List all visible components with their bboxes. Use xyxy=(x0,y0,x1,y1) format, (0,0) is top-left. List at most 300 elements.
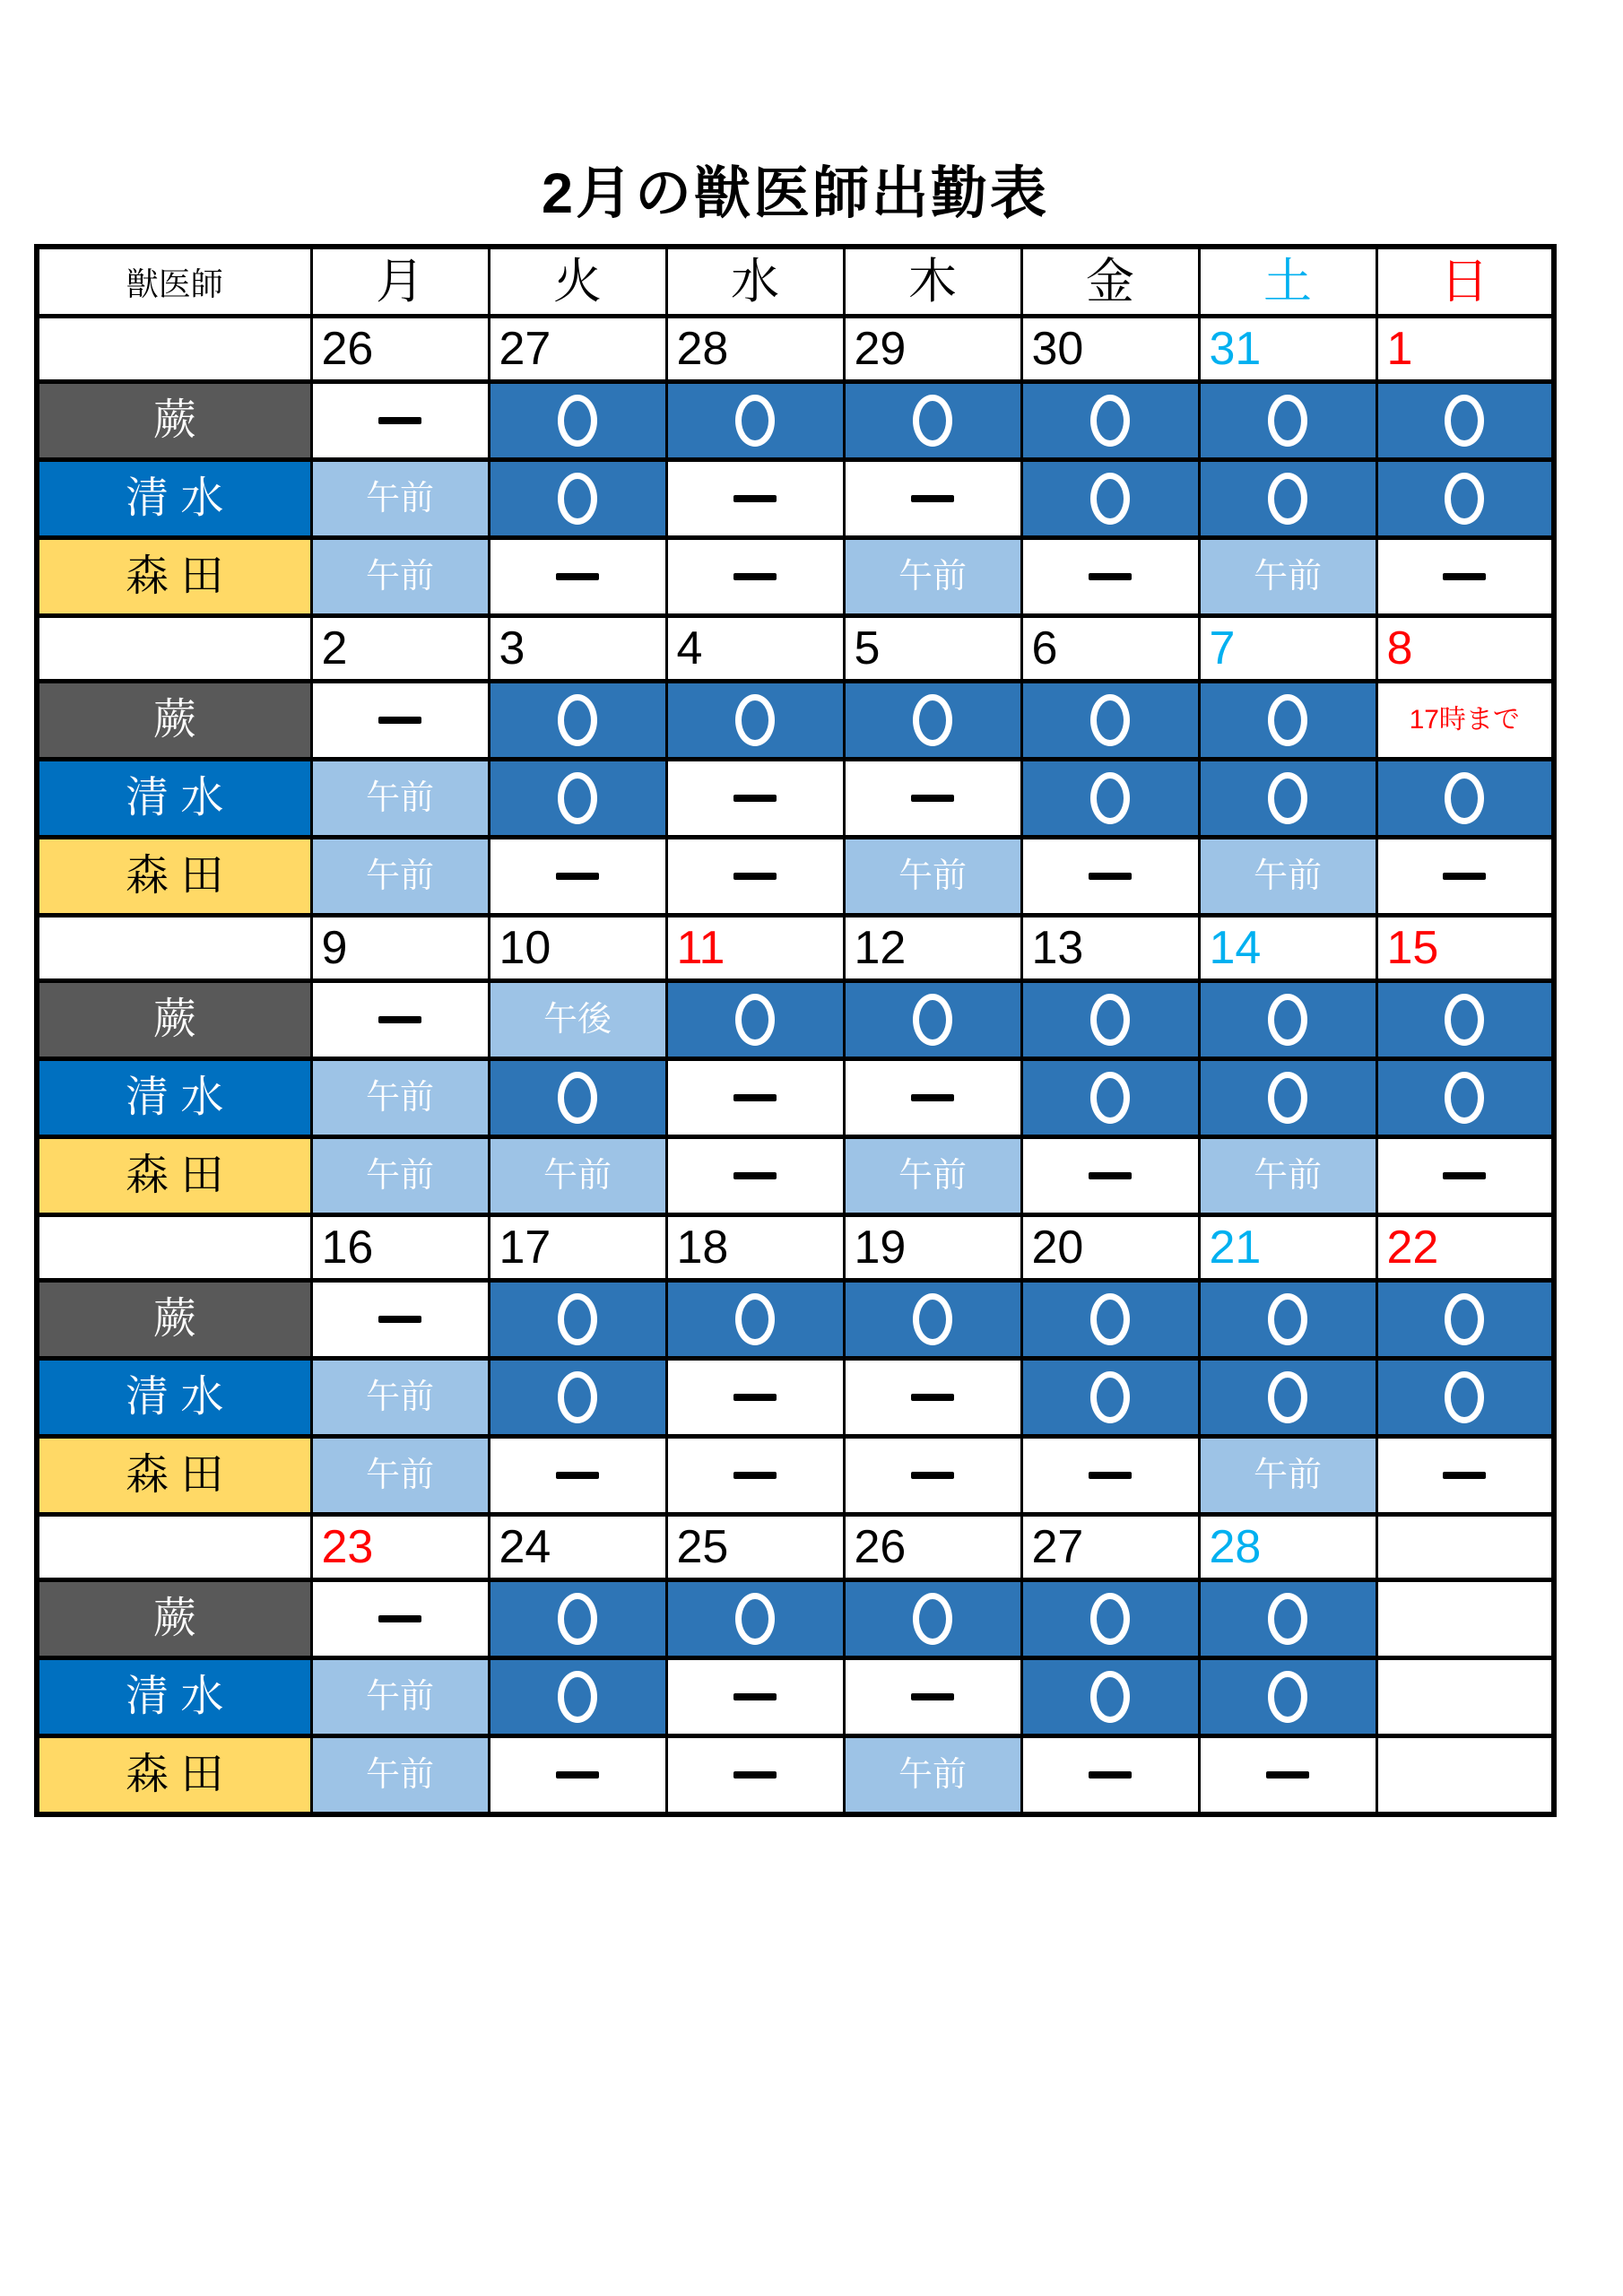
attendance-cell xyxy=(666,1736,844,1815)
day-header-label: 火 xyxy=(553,255,602,309)
attendance-cell xyxy=(489,760,666,838)
date-label: 9 xyxy=(321,922,348,974)
attendance-cell xyxy=(1376,1359,1554,1437)
attendance-cell xyxy=(311,682,489,760)
date-label: 26 xyxy=(321,323,374,375)
attendance-cell xyxy=(1376,1658,1554,1736)
attendance-cell xyxy=(666,1658,844,1736)
vet-row-warabi xyxy=(37,682,1554,760)
halfday-label: 午前 xyxy=(1253,558,1322,596)
halfday-label: 午前 xyxy=(898,1756,967,1794)
attendance-cell xyxy=(1021,1059,1199,1137)
attendance-cell xyxy=(1376,538,1554,616)
halfday-label: 午前 xyxy=(365,1756,434,1794)
attendance-dash-icon xyxy=(911,1094,954,1101)
attendance-cell xyxy=(311,1736,489,1815)
attendance-cell xyxy=(489,1736,666,1815)
attendance-cell xyxy=(311,838,489,916)
attendance-cell xyxy=(311,382,489,460)
date-cell xyxy=(844,1515,1021,1580)
attendance-circle-icon xyxy=(735,395,775,447)
date-label: 27 xyxy=(1031,1521,1084,1573)
attendance-dash-icon xyxy=(1089,573,1132,580)
attendance-cell xyxy=(1199,838,1376,916)
attendance-circle-icon xyxy=(1268,994,1307,1046)
vet-name-cell xyxy=(37,1281,311,1359)
halfday-label: 午前 xyxy=(365,1157,434,1195)
attendance-cell xyxy=(844,460,1021,538)
vet-row-warabi xyxy=(37,1580,1554,1658)
halfday-label: 午前 xyxy=(365,480,434,517)
vet-name-cell xyxy=(37,538,311,616)
attendance-cell xyxy=(1199,460,1376,538)
halfday-label: 午前 xyxy=(365,1457,434,1494)
halfday-label: 午前 xyxy=(898,558,967,596)
attendance-cell xyxy=(311,760,489,838)
corner-header-cell xyxy=(37,247,311,317)
attendance-dash-icon xyxy=(556,573,599,580)
vet-name-label: 蕨 xyxy=(152,1595,196,1642)
attendance-cell xyxy=(1199,1281,1376,1359)
halfday-label: 午前 xyxy=(365,558,434,596)
attendance-cell xyxy=(1199,682,1376,760)
attendance-circle-icon xyxy=(1090,1293,1130,1345)
attendance-cell xyxy=(1199,1359,1376,1437)
attendance-cell xyxy=(489,1359,666,1437)
attendance-cell xyxy=(1199,760,1376,838)
vet-name-cell xyxy=(37,1137,311,1215)
date-label: 29 xyxy=(854,323,907,375)
day-header-label: 木 xyxy=(908,255,957,309)
attendance-dash-icon xyxy=(733,1094,777,1101)
attendance-circle-icon xyxy=(1445,395,1484,447)
attendance-dash-icon xyxy=(378,1316,421,1323)
attendance-cell xyxy=(489,382,666,460)
date-row xyxy=(37,916,1554,981)
attendance-cell xyxy=(489,1580,666,1658)
attendance-circle-icon xyxy=(1268,1671,1307,1723)
attendance-dash-icon xyxy=(733,1771,777,1779)
halfday-label: 午前 xyxy=(365,779,434,817)
date-cell xyxy=(1376,1215,1554,1281)
attendance-cell xyxy=(1199,1437,1376,1515)
attendance-cell xyxy=(311,1137,489,1215)
attendance-circle-icon xyxy=(1268,473,1307,525)
attendance-cell xyxy=(1021,760,1199,838)
date-label: 13 xyxy=(1031,922,1084,974)
date-label: 19 xyxy=(854,1222,907,1274)
vet-row-shimizu xyxy=(37,1359,1554,1437)
date-cell xyxy=(311,317,489,382)
day-header-cell xyxy=(489,247,666,317)
date-cell xyxy=(844,317,1021,382)
attendance-circle-icon xyxy=(558,772,597,824)
attendance-circle-icon xyxy=(913,395,952,447)
attendance-cell xyxy=(1199,382,1376,460)
corner-header-label: 獣医師 xyxy=(126,265,223,302)
attendance-cell xyxy=(1199,1059,1376,1137)
attendance-cell xyxy=(489,538,666,616)
attendance-dash-icon xyxy=(733,495,777,502)
attendance-cell xyxy=(844,760,1021,838)
date-label: 31 xyxy=(1209,323,1262,375)
date-cell xyxy=(1021,1215,1199,1281)
attendance-dash-icon xyxy=(1089,1172,1132,1179)
date-label: 27 xyxy=(499,323,551,375)
date-cell xyxy=(311,616,489,682)
day-header-label: 月 xyxy=(376,255,424,309)
date-row xyxy=(37,1515,1554,1580)
date-cell xyxy=(1021,616,1199,682)
attendance-cell xyxy=(311,460,489,538)
attendance-circle-icon xyxy=(1268,1371,1307,1423)
attendance-dash-icon xyxy=(378,417,421,424)
attendance-cell xyxy=(666,838,844,916)
attendance-cell xyxy=(1376,682,1554,760)
attendance-circle-icon xyxy=(1445,1371,1484,1423)
attendance-circle-icon xyxy=(558,1593,597,1645)
attendance-cell xyxy=(1376,1437,1554,1515)
day-header-cell xyxy=(1376,247,1554,317)
vet-name-cell xyxy=(37,1658,311,1736)
attendance-cell xyxy=(1021,1437,1199,1515)
attendance-circle-icon xyxy=(558,395,597,447)
attendance-dash-icon xyxy=(1266,1771,1309,1779)
attendance-dash-icon xyxy=(556,873,599,880)
spacer-cell xyxy=(37,916,311,981)
attendance-cell xyxy=(1199,1736,1376,1815)
date-cell xyxy=(1021,916,1199,981)
attendance-circle-icon xyxy=(558,1671,597,1723)
attendance-cell xyxy=(489,838,666,916)
attendance-cell xyxy=(844,1137,1021,1215)
attendance-dash-icon xyxy=(1089,1771,1132,1779)
attendance-dash-icon xyxy=(911,795,954,802)
attendance-cell xyxy=(1199,1658,1376,1736)
attendance-dash-icon xyxy=(1443,1472,1486,1479)
attendance-cell xyxy=(844,538,1021,616)
attendance-circle-icon xyxy=(1090,473,1130,525)
vet-name-label: 清 水 xyxy=(126,1074,224,1121)
attendance-cell xyxy=(489,460,666,538)
vet-row-warabi xyxy=(37,1281,1554,1359)
attendance-circle-icon xyxy=(1268,772,1307,824)
vet-row-morita xyxy=(37,1736,1554,1815)
vet-name-label: 蕨 xyxy=(152,696,196,744)
date-cell xyxy=(844,616,1021,682)
day-header-cell xyxy=(1021,247,1199,317)
attendance-cell xyxy=(844,1281,1021,1359)
vet-name-label: 清 水 xyxy=(126,474,224,522)
date-cell xyxy=(844,1215,1021,1281)
date-label: 23 xyxy=(321,1521,374,1573)
attendance-dash-icon xyxy=(1089,873,1132,880)
vet-row-shimizu xyxy=(37,760,1554,838)
halfday-label: 午前 xyxy=(1253,1457,1322,1494)
attendance-circle-icon xyxy=(1445,473,1484,525)
attendance-cell xyxy=(1376,382,1554,460)
halfday-label: 午前 xyxy=(898,1157,967,1195)
date-cell xyxy=(489,616,666,682)
date-label: 5 xyxy=(854,622,881,674)
date-label: 10 xyxy=(499,922,551,974)
spacer-cell xyxy=(37,616,311,682)
attendance-cell xyxy=(666,1437,844,1515)
schedule-body xyxy=(37,247,1554,1814)
date-label: 7 xyxy=(1209,622,1236,674)
attendance-circle-icon xyxy=(735,1593,775,1645)
date-label: 3 xyxy=(499,622,525,674)
attendance-cell xyxy=(666,1059,844,1137)
attendance-cell xyxy=(666,1281,844,1359)
attendance-cell xyxy=(844,1359,1021,1437)
attendance-circle-icon xyxy=(913,1293,952,1345)
date-label: 14 xyxy=(1209,922,1262,974)
attendance-circle-icon xyxy=(1090,772,1130,824)
attendance-cell xyxy=(666,760,844,838)
attendance-dash-icon xyxy=(733,573,777,580)
date-cell xyxy=(489,916,666,981)
attendance-cell xyxy=(1376,460,1554,538)
date-cell xyxy=(311,1215,489,1281)
vet-name-label: 清 水 xyxy=(126,1673,224,1720)
vet-name-label: 森 田 xyxy=(126,1751,224,1798)
attendance-circle-icon xyxy=(558,694,597,746)
attendance-cell xyxy=(666,1137,844,1215)
vet-row-morita xyxy=(37,1137,1554,1215)
date-cell xyxy=(1199,1515,1376,1580)
attendance-cell xyxy=(1021,682,1199,760)
attendance-cell xyxy=(1376,838,1554,916)
attendance-cell xyxy=(844,981,1021,1059)
attendance-cell xyxy=(311,1437,489,1515)
attendance-cell xyxy=(489,1437,666,1515)
attendance-dash-icon xyxy=(378,1615,421,1622)
attendance-dash-icon xyxy=(733,795,777,802)
vet-name-cell xyxy=(37,981,311,1059)
attendance-circle-icon xyxy=(1090,1072,1130,1124)
attendance-cell xyxy=(1199,538,1376,616)
date-cell xyxy=(489,317,666,382)
date-cell xyxy=(311,1515,489,1580)
attendance-dash-icon xyxy=(733,1394,777,1401)
halfday-label: 午前 xyxy=(365,1079,434,1117)
attendance-cell xyxy=(844,1658,1021,1736)
date-label: 16 xyxy=(321,1222,374,1274)
attendance-circle-icon xyxy=(913,694,952,746)
date-cell xyxy=(1376,1515,1554,1580)
date-cell xyxy=(666,1515,844,1580)
note-label: 17時まで xyxy=(1409,705,1520,735)
attendance-cell xyxy=(311,981,489,1059)
date-label: 26 xyxy=(854,1521,907,1573)
date-label: 12 xyxy=(854,922,907,974)
date-label: 15 xyxy=(1386,922,1439,974)
attendance-cell xyxy=(311,538,489,616)
vet-name-cell xyxy=(37,1059,311,1137)
attendance-circle-icon xyxy=(1090,1671,1130,1723)
attendance-cell xyxy=(844,1580,1021,1658)
attendance-circle-icon xyxy=(1090,694,1130,746)
day-header-label: 土 xyxy=(1263,255,1312,309)
attendance-dash-icon xyxy=(733,1472,777,1479)
attendance-cell xyxy=(1376,1137,1554,1215)
vet-name-cell xyxy=(37,1736,311,1815)
day-header-label: 日 xyxy=(1440,255,1489,309)
attendance-cell xyxy=(1021,460,1199,538)
halfday-label: 午前 xyxy=(365,857,434,895)
date-label: 8 xyxy=(1386,622,1413,674)
page-title: 2月の獣医師出勤表 xyxy=(541,162,1050,225)
vet-name-label: 蕨 xyxy=(152,396,196,444)
date-row xyxy=(37,1215,1554,1281)
attendance-dash-icon xyxy=(556,1771,599,1779)
attendance-circle-icon xyxy=(1268,1072,1307,1124)
attendance-cell xyxy=(1021,538,1199,616)
attendance-cell xyxy=(666,981,844,1059)
day-header-cell xyxy=(666,247,844,317)
date-label: 20 xyxy=(1031,1222,1084,1274)
attendance-cell xyxy=(1021,1359,1199,1437)
date-cell xyxy=(1199,916,1376,981)
attendance-cell xyxy=(844,838,1021,916)
spacer-cell xyxy=(37,1515,311,1580)
schedule-table xyxy=(34,244,1557,1817)
attendance-circle-icon xyxy=(1090,1371,1130,1423)
date-cell xyxy=(844,916,1021,981)
date-cell xyxy=(666,317,844,382)
attendance-cell xyxy=(1376,1059,1554,1137)
date-cell xyxy=(1376,916,1554,981)
day-header-label: 水 xyxy=(731,255,779,309)
date-cell xyxy=(489,1215,666,1281)
vet-row-morita xyxy=(37,538,1554,616)
day-header-label: 金 xyxy=(1086,255,1134,309)
attendance-cell xyxy=(1021,1580,1199,1658)
vet-name-cell xyxy=(37,460,311,538)
date-row xyxy=(37,317,1554,382)
header-row xyxy=(37,247,1554,317)
vet-row-shimizu xyxy=(37,1658,1554,1736)
date-label: 22 xyxy=(1386,1222,1439,1274)
vet-name-label: 森 田 xyxy=(126,552,224,600)
date-label: 24 xyxy=(499,1521,551,1573)
attendance-dash-icon xyxy=(378,1016,421,1023)
attendance-cell xyxy=(1021,981,1199,1059)
attendance-cell xyxy=(1376,1281,1554,1359)
attendance-dash-icon xyxy=(733,873,777,880)
attendance-dash-icon xyxy=(1443,1172,1486,1179)
attendance-cell xyxy=(489,1137,666,1215)
attendance-circle-icon xyxy=(1445,772,1484,824)
halfday-label: 午前 xyxy=(1253,1157,1322,1195)
date-cell xyxy=(1376,317,1554,382)
attendance-dash-icon xyxy=(1443,573,1486,580)
attendance-cell xyxy=(489,1281,666,1359)
attendance-circle-icon xyxy=(735,1293,775,1345)
halfday-label: 午前 xyxy=(365,1378,434,1416)
attendance-cell xyxy=(666,1359,844,1437)
date-cell xyxy=(1376,616,1554,682)
date-label: 1 xyxy=(1386,323,1413,375)
date-label: 21 xyxy=(1209,1222,1262,1274)
attendance-circle-icon xyxy=(1090,395,1130,447)
vet-name-label: 蕨 xyxy=(152,996,196,1043)
attendance-circle-icon xyxy=(1268,1593,1307,1645)
attendance-dash-icon xyxy=(378,717,421,724)
attendance-dash-icon xyxy=(733,1693,777,1700)
attendance-circle-icon xyxy=(558,1072,597,1124)
attendance-dash-icon xyxy=(911,495,954,502)
date-label: 4 xyxy=(676,622,703,674)
vet-row-shimizu xyxy=(37,1059,1554,1137)
attendance-circle-icon xyxy=(735,994,775,1046)
date-cell xyxy=(1199,1215,1376,1281)
date-cell xyxy=(1199,317,1376,382)
vet-name-label: 清 水 xyxy=(126,774,224,822)
attendance-cell xyxy=(666,382,844,460)
attendance-dash-icon xyxy=(911,1472,954,1479)
attendance-cell xyxy=(844,1059,1021,1137)
date-cell xyxy=(1021,1515,1199,1580)
attendance-dash-icon xyxy=(556,1472,599,1479)
attendance-cell xyxy=(489,981,666,1059)
date-label: 17 xyxy=(499,1222,551,1274)
attendance-circle-icon xyxy=(1445,1293,1484,1345)
date-cell xyxy=(1199,616,1376,682)
vet-name-cell xyxy=(37,682,311,760)
attendance-circle-icon xyxy=(1090,994,1130,1046)
attendance-cell xyxy=(1376,1580,1554,1658)
vet-name-cell xyxy=(37,382,311,460)
date-row xyxy=(37,616,1554,682)
attendance-cell xyxy=(311,1658,489,1736)
date-label: 2 xyxy=(321,622,348,674)
vet-name-cell xyxy=(37,1437,311,1515)
attendance-circle-icon xyxy=(913,1593,952,1645)
attendance-cell xyxy=(666,460,844,538)
attendance-dash-icon xyxy=(911,1693,954,1700)
attendance-cell xyxy=(311,1580,489,1658)
attendance-dash-icon xyxy=(1089,1472,1132,1479)
date-label: 28 xyxy=(676,323,729,375)
vet-name-label: 森 田 xyxy=(126,1451,224,1499)
attendance-circle-icon xyxy=(1445,994,1484,1046)
attendance-cell xyxy=(489,1059,666,1137)
attendance-cell xyxy=(311,1281,489,1359)
attendance-cell xyxy=(1376,1736,1554,1815)
attendance-circle-icon xyxy=(1268,395,1307,447)
attendance-cell xyxy=(844,1437,1021,1515)
attendance-cell xyxy=(1021,1658,1199,1736)
attendance-cell xyxy=(1021,838,1199,916)
date-cell xyxy=(666,616,844,682)
date-label: 25 xyxy=(676,1521,729,1573)
attendance-cell xyxy=(1376,760,1554,838)
attendance-cell xyxy=(1199,981,1376,1059)
date-label: 11 xyxy=(676,922,725,974)
date-cell xyxy=(311,916,489,981)
attendance-circle-icon xyxy=(913,994,952,1046)
spacer-cell xyxy=(37,317,311,382)
attendance-dash-icon xyxy=(1443,873,1486,880)
spacer-cell xyxy=(37,1215,311,1281)
attendance-cell xyxy=(666,682,844,760)
attendance-cell xyxy=(666,538,844,616)
attendance-circle-icon xyxy=(1090,1593,1130,1645)
attendance-cell xyxy=(311,1059,489,1137)
date-label: 18 xyxy=(676,1222,729,1274)
